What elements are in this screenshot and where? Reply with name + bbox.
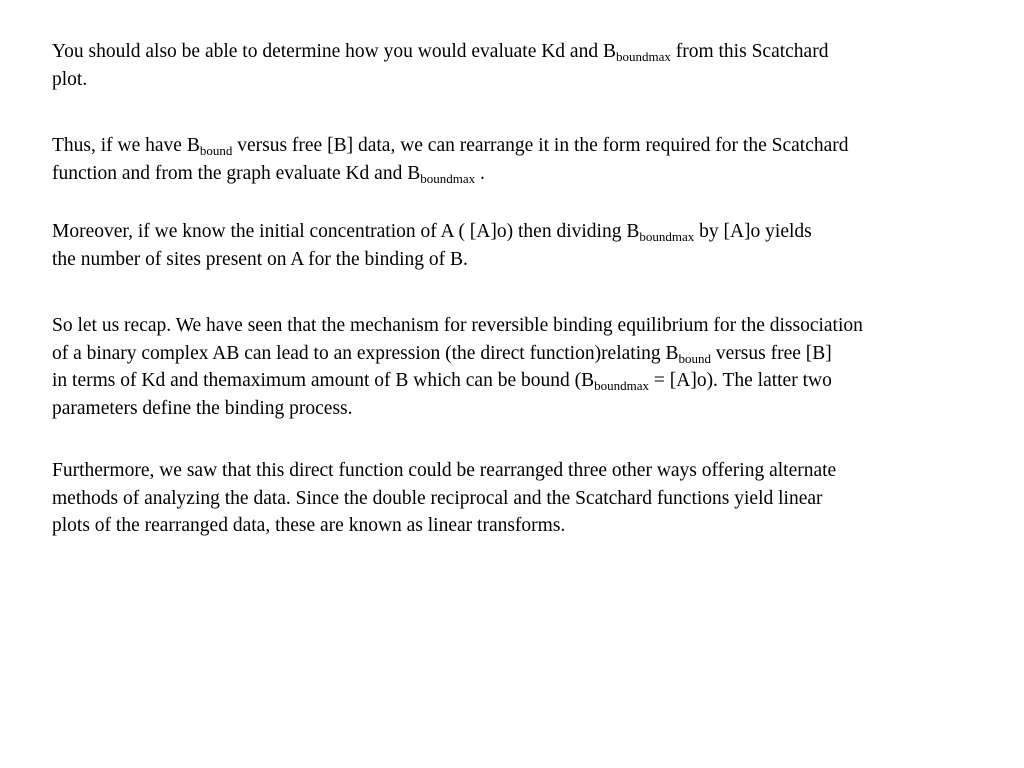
text-line: Furthermore, we saw that this direct function could be rearranged three other ways offering alternate	[52, 460, 837, 481]
text-line: You should also be able to determine how you would evaluate Kd and $B_{boundmax}$ from this Scatchard	[52, 41, 829, 64]
subscript-bound: bound	[199, 143, 233, 158]
subscript-boundmax: boundmax	[639, 229, 695, 244]
subscript-boundmax: boundmax	[420, 170, 476, 186]
subscript-bound: bound	[678, 350, 712, 366]
subscript-boundmax: boundmax	[615, 49, 671, 64]
text-line: plot.	[52, 68, 88, 90]
text-line: parameters define the binding process.	[52, 397, 353, 419]
text-line: of a binary complex AB can lead to an expression (the direct function)relating $B_{bound}$ versus free [B]	[52, 342, 832, 366]
paragraph-rearrange-data	[52, 132, 848, 187]
text-line: Moreover, if we know the initial concentration of A ( [A]o) then dividing $B_{boundmax}$ by [A]o yields	[52, 221, 812, 244]
text-line: function and from the graph evaluate Kd and $B_{boundmax}$ .	[52, 162, 485, 186]
text-line: in terms of Kd and themaximum amount of B which can be bound $(B_{boundmax} = [A]o)$. The latter two	[52, 370, 832, 393]
text-line: plots of the rearranged data, these are known as linear transforms.	[52, 515, 566, 536]
text-line: So let us recap. We have seen that the mechanism for reversible binding equilibrium for the dissociation	[52, 315, 863, 336]
paragraph-linear-transforms	[52, 457, 836, 540]
paragraph-evaluate-kd	[52, 38, 828, 93]
text-line: the number of sites present on A for the binding of B.	[52, 248, 468, 270]
paragraph-initial-concentration	[52, 218, 812, 273]
text-line: methods of analyzing the data. Since the double reciprocal and the Scatchard functions yield linear	[52, 487, 823, 509]
subscript-boundmax: boundmax	[594, 378, 649, 393]
text-line: Thus, if we have $B_{bound}$ versus free [B] data, we can rearrange it in the form required for the Scatchard	[52, 135, 849, 158]
paragraph-recap	[52, 312, 863, 422]
